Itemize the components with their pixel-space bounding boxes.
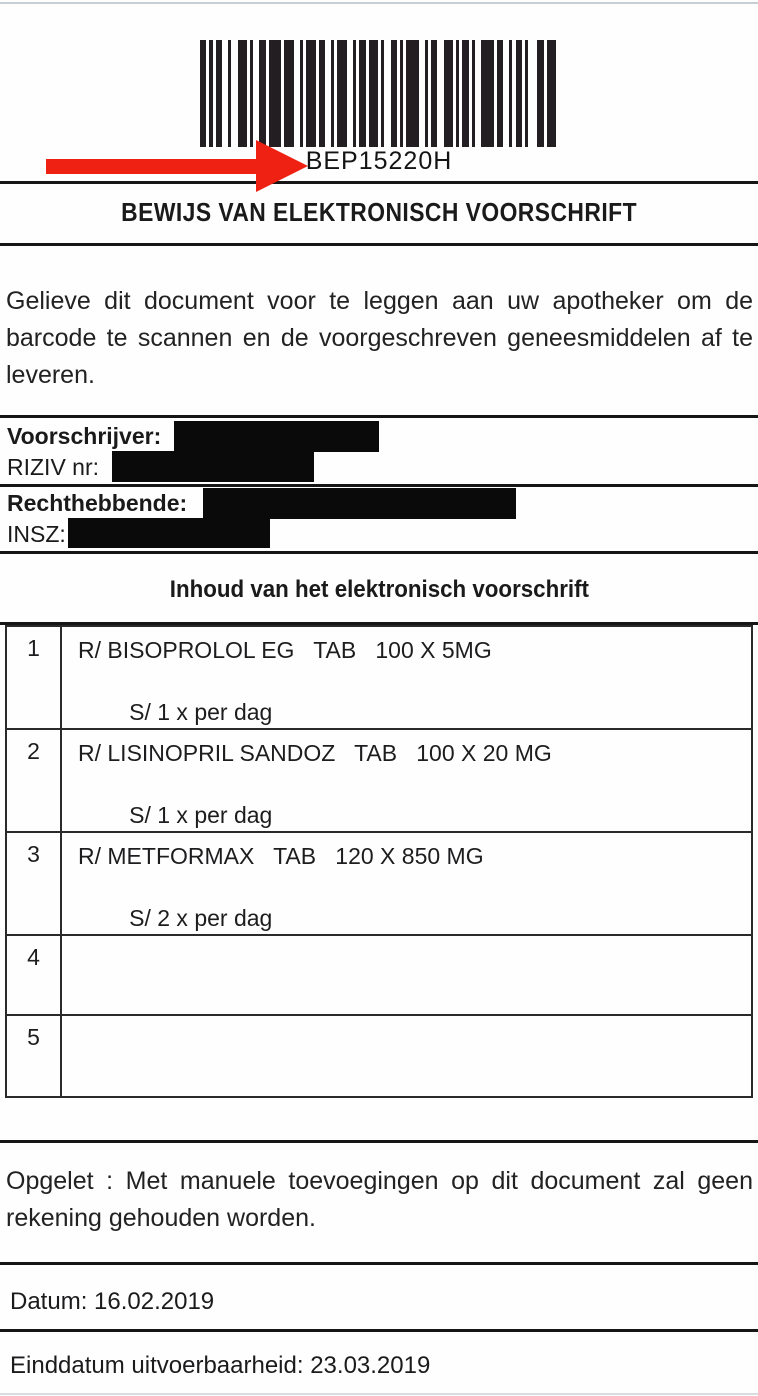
- date-value: 16.02.2019: [94, 1288, 215, 1315]
- dosage-line: S/ 1 x per dag: [129, 699, 273, 725]
- divider: [0, 551, 758, 554]
- table-row: [7, 936, 751, 1016]
- redaction-prescriber-name: [174, 421, 379, 452]
- document-title-text: BEWIJS VAN ELEKTRONISCH VOORSCHRIFT: [121, 197, 637, 227]
- barcode-value: BEP15220H: [305, 147, 453, 175]
- contents-heading-text: Inhoud van het elektronisch voorschrift: [169, 576, 589, 603]
- divider: [0, 181, 758, 184]
- medication-line: R/ METFORMAX TAB 120 X 850 MG: [78, 843, 484, 869]
- end-date-label: Einddatum uitvoerbaarheid:: [10, 1352, 304, 1379]
- document-title: [0, 190, 758, 234]
- row-number: 4: [7, 936, 62, 1014]
- row-number: 1: [7, 627, 62, 728]
- divider: [0, 1140, 758, 1143]
- row-content: [62, 730, 751, 831]
- row-number: 5: [7, 1016, 62, 1096]
- table-row: [7, 833, 751, 936]
- table-row: [7, 1016, 751, 1096]
- scan-edge-bottom: [0, 1393, 758, 1395]
- redaction-insz-number: [68, 518, 270, 548]
- insz-label: INSZ:: [7, 521, 66, 547]
- redaction-beneficiary-name: [203, 488, 516, 519]
- end-date-row: [10, 1352, 430, 1380]
- scan-edge-top: [0, 2, 758, 4]
- divider: [0, 1262, 758, 1265]
- riziv-label: RIZIV nr:: [7, 454, 100, 480]
- table-row: [7, 627, 751, 730]
- row-content: [62, 833, 751, 934]
- notice-paragraph: Opgelet : Met manuele toevoegingen op dit document zal geen rekening gehouden worden.: [6, 1167, 753, 1232]
- row-content: [62, 1016, 751, 1096]
- prescription-table: [5, 625, 753, 1098]
- row-number: 2: [7, 730, 62, 831]
- date-label: Datum:: [10, 1288, 88, 1315]
- divider: [0, 1329, 758, 1332]
- dosage-line: S/ 2 x per dag: [129, 905, 273, 931]
- barcode: [200, 40, 556, 147]
- red-arrow-shaft: [46, 159, 258, 174]
- divider: [0, 484, 758, 487]
- end-date-value: 23.03.2019: [310, 1352, 431, 1379]
- row-content: [62, 936, 751, 1014]
- contents-heading: [0, 572, 758, 608]
- prescriber-label: Voorschrijver:: [7, 423, 162, 449]
- date-row: [10, 1288, 214, 1316]
- redaction-riziv-number: [112, 451, 314, 482]
- dosage-line: S/ 1 x per dag: [129, 802, 273, 828]
- row-content: [62, 627, 751, 728]
- intro-paragraph: Gelieve dit document voor te leggen aan uw apotheker om de barcode te scannen en de voorgeschreven geneesmiddelen af te leveren.: [6, 287, 753, 389]
- row-number: 3: [7, 833, 62, 934]
- divider: [0, 415, 758, 418]
- divider: [0, 243, 758, 246]
- beneficiary-label: Rechthebbende:: [7, 490, 188, 516]
- medication-line: R/ LISINOPRIL SANDOZ TAB 100 X 20 MG: [78, 740, 552, 766]
- medication-line: R/ BISOPROLOL EG TAB 100 X 5MG: [78, 637, 492, 663]
- table-row: [7, 730, 751, 833]
- red-arrow-icon: [256, 140, 308, 192]
